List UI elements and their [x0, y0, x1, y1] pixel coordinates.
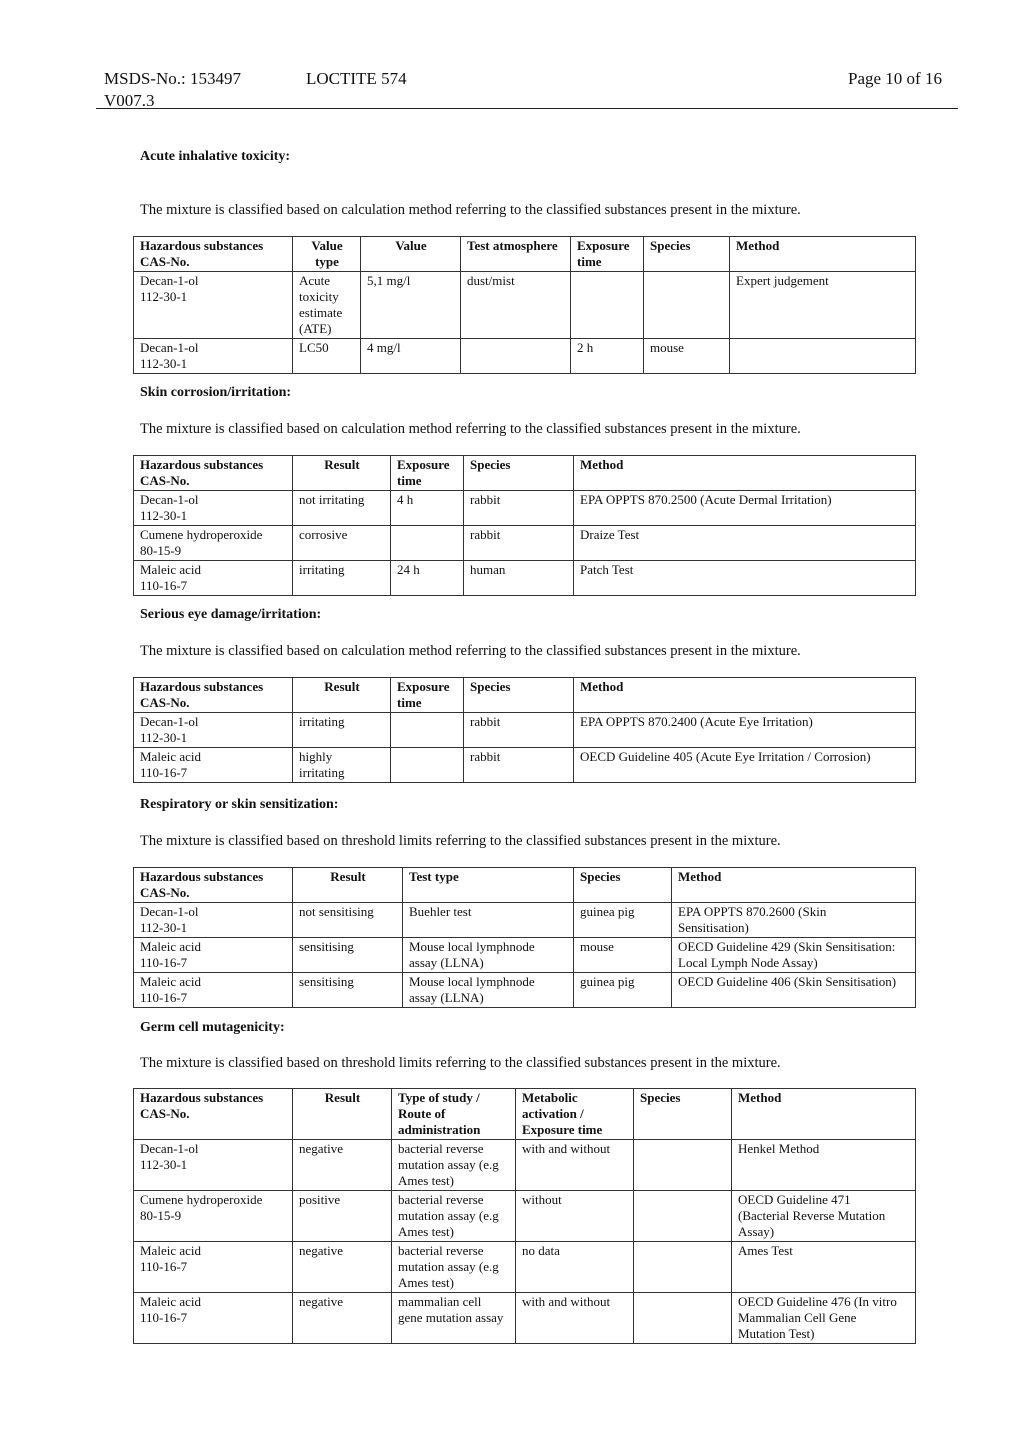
section-title-sensitization: Respiratory or skin sensitization:	[140, 797, 339, 812]
table-row: Maleic acid 110-16-7 sensitising Mouse local lymphnode assay (LLNA) mouse OECD Guideline 429 (Skin Sensitisation: Local Lymph Node Assay)	[134, 938, 916, 973]
table-skin	[133, 455, 916, 596]
table-row: Maleic acid 110-16-7 sensitising Mouse local lymphnode assay (LLNA) guinea pig OECD Guideline 406 (Skin Sensitisation)	[134, 973, 916, 1008]
section-title-inhalative: Acute inhalative toxicity:	[140, 149, 291, 164]
section-intro-sensitization: The mixture is classified based on threshold limits referring to the classified substances present in the mixture.	[140, 833, 781, 849]
msds-number: MSDS-No.: 153497 V007.3	[104, 69, 241, 110]
section-intro-eye: The mixture is classified based on calculation method referring to the classified substances present in the mixture.	[140, 643, 801, 659]
page-number: Page 10 of 16	[848, 69, 942, 88]
table-header-row	[134, 237, 916, 272]
col-species: Species	[644, 237, 730, 272]
col-exposure: Exposure time	[571, 237, 644, 272]
table-inhalative	[133, 236, 916, 374]
table-row: Decan-1-ol 112-30-1 not sensitising Buehler test guinea pig EPA OPPTS 870.2600 (Skin Sensitisation)	[134, 903, 916, 938]
section-title-mutagenicity: Germ cell mutagenicity:	[140, 1020, 285, 1035]
section-intro-inhalative: The mixture is classified based on calculation method referring to the classified substances present in the mixture.	[140, 202, 801, 218]
header-rule	[96, 108, 958, 109]
table-row: Maleic acid 110-16-7 negative bacterial reverse mutation assay (e.g Ames test) no data Ames Test	[134, 1242, 916, 1293]
section-intro-skin: The mixture is classified based on calculation method referring to the classified substances present in the mixture.	[140, 421, 801, 437]
table-row: Decan-1-ol 112-30-1 not irritating 4 h rabbit EPA OPPTS 870.2500 (Acute Dermal Irritation)	[134, 491, 916, 526]
table-row: Cumene hydroperoxide 80-15-9 positive bacterial reverse mutation assay (e.g Ames test) without OECD Guideline 471 (Bacterial Reverse Mutation Assay)	[134, 1191, 916, 1242]
product-name: LOCTITE 574	[306, 69, 407, 88]
section-title-skin: Skin corrosion/irritation:	[140, 385, 292, 400]
col-substance: Hazardous substances CAS-No.	[134, 237, 293, 272]
col-test-atmosphere: Test atmosphere	[461, 237, 571, 272]
table-row: Maleic acid 110-16-7 irritating 24 h human Patch Test	[134, 561, 916, 596]
section-title-eye: Serious eye damage/irritation:	[140, 607, 322, 622]
table-sensitization	[133, 867, 916, 1008]
table-header-row: Hazardous substances CAS-No. Result Type of study / Route of administration Metabolic activation / Exposure time Species Method	[134, 1089, 916, 1140]
table-row: Decan-1-ol 112-30-1 Acute toxicity estimate (ATE) 5,1 mg/l dust/mist Expert judgement	[134, 272, 916, 339]
col-method: Method	[730, 237, 916, 272]
version: V007.3	[104, 91, 155, 110]
table-row: Decan-1-ol 112-30-1 negative bacterial reverse mutation assay (e.g Ames test) with and without Henkel Method	[134, 1140, 916, 1191]
section-intro-mutagenicity: The mixture is classified based on threshold limits referring to the classified substances present in the mixture.	[140, 1055, 781, 1071]
table-eye	[133, 677, 916, 783]
table-header-row: Hazardous substances CAS-No. Result Test type Species Method	[134, 868, 916, 903]
table-row: Decan-1-ol 112-30-1 LC50 4 mg/l 2 h mouse	[134, 339, 916, 374]
table-mutagenicity	[133, 1088, 916, 1344]
table-row: Cumene hydroperoxide 80-15-9 corrosive rabbit Draize Test	[134, 526, 916, 561]
col-value: Value	[361, 237, 461, 272]
table-row: Decan-1-ol 112-30-1 irritating rabbit EPA OPPTS 870.2400 (Acute Eye Irritation)	[134, 713, 916, 748]
table-row: Maleic acid 110-16-7 negative mammalian cell gene mutation assay with and without OECD Guideline 476 (In vitro Mammalian Cell Gene Mutation Test)	[134, 1293, 916, 1344]
table-header-row: Hazardous substances CAS-No. Result Exposure time Species Method	[134, 456, 916, 491]
table-row: Maleic acid 110-16-7 highly irritating rabbit OECD Guideline 405 (Acute Eye Irritation / Corrosion)	[134, 748, 916, 783]
col-value-type: Value type	[293, 237, 361, 272]
table-header-row: Hazardous substances CAS-No. Result Exposure time Species Method	[134, 678, 916, 713]
